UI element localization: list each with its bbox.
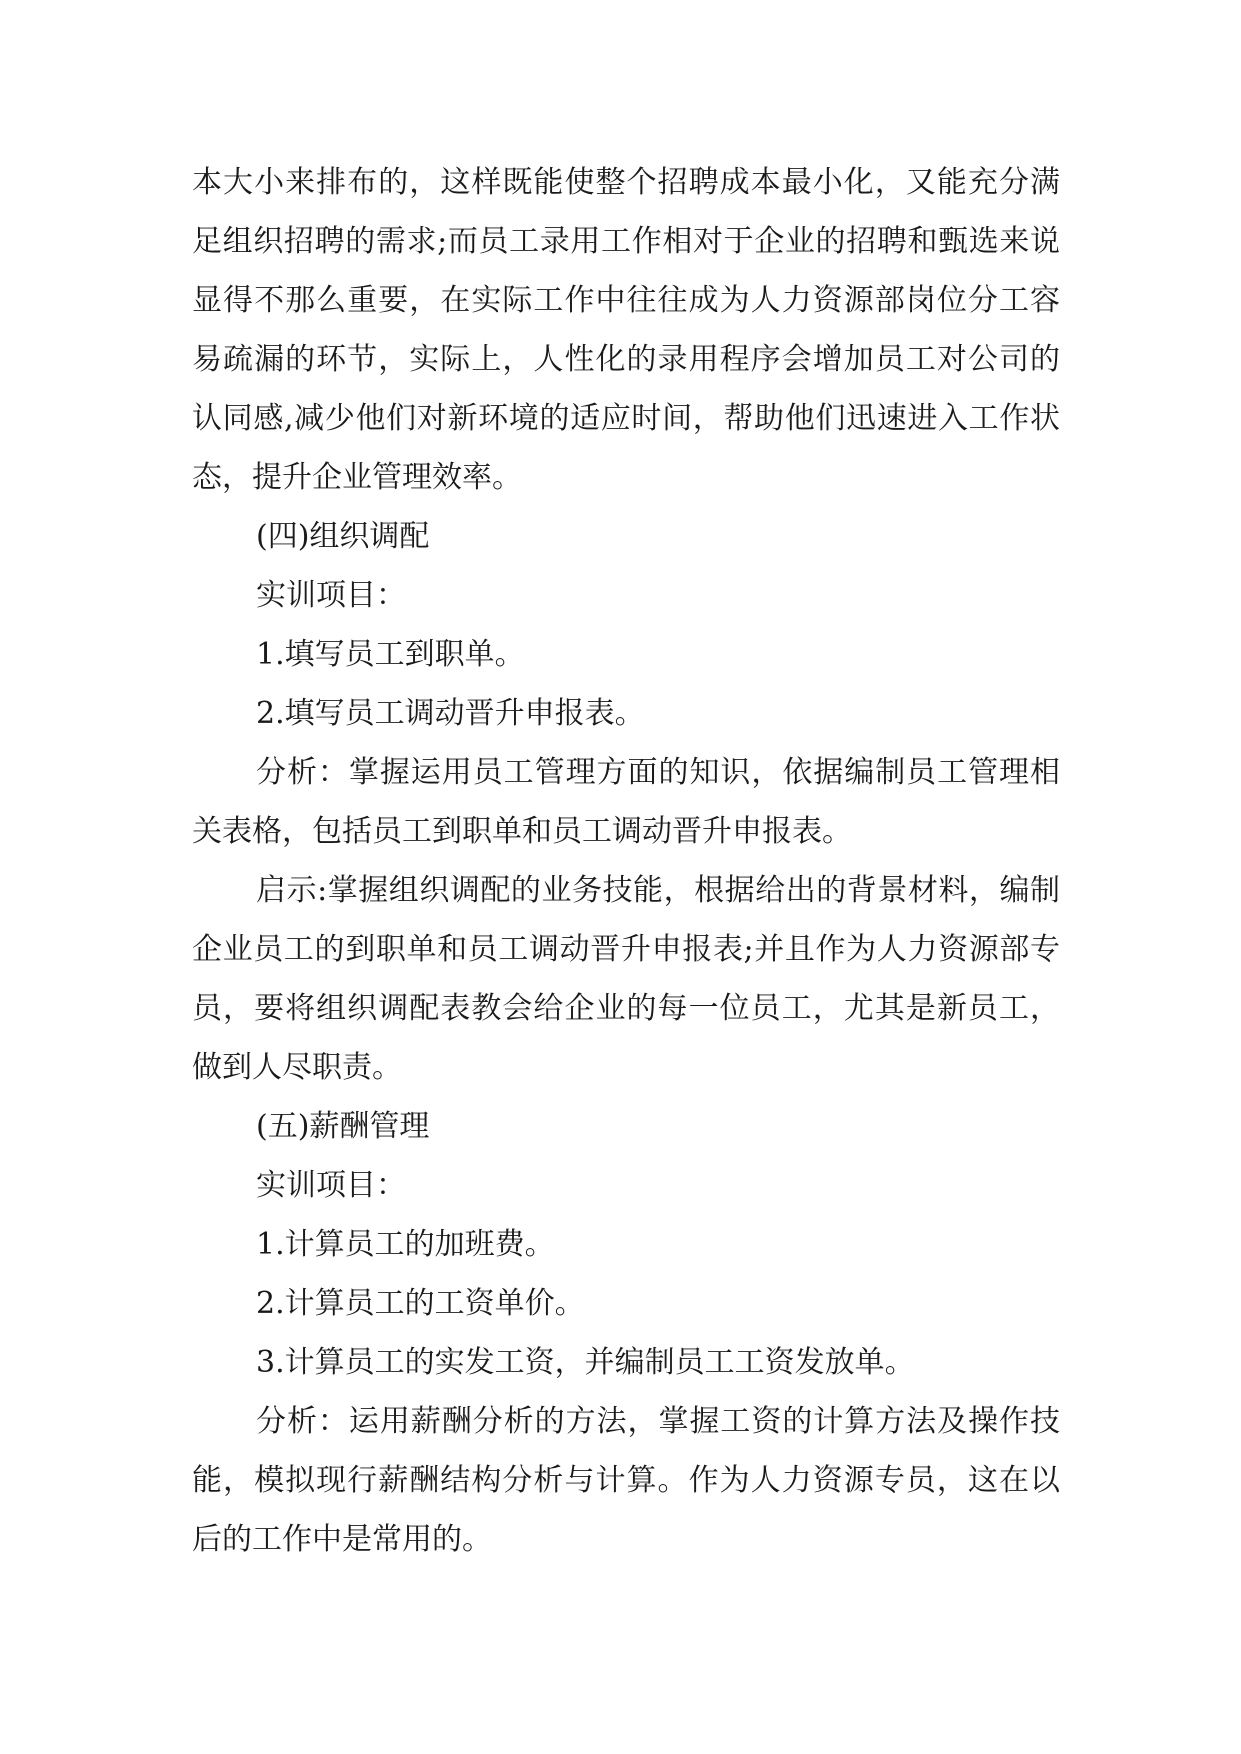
list-item: 3.计算员工的实发工资，并编制员工工资发放单。	[256, 1345, 915, 1380]
document-page	[192, 153, 1060, 1569]
analysis-paragraph: 分析：掌握运用员工管理方面的知识，依据编制员工管理相关表格，包括员工到职单和员工调动晋升申报表。	[192, 755, 1060, 849]
list-item: 2.计算员工的工资单价。	[256, 1286, 585, 1321]
list-item: 2.填写员工调动晋升申报表。	[256, 696, 645, 731]
section-heading: (五)薪酬管理	[256, 1109, 430, 1144]
training-items-label: 实训项目：	[256, 1168, 406, 1203]
body-paragraph: 本大小来排布的，这样既能使整个招聘成本最小化，又能充分满足组织招聘的需求;而员工录用工作相对于企业的招聘和甄选来说显得不那么重要，在实际工作中往往成为人力资源部岗位分工容易疏漏的环节，实际上，人性化的录用程序会增加员工对公司的认同感,减少他们对新环境的适应时间，帮助他们迅速进入工作状态，提升企业管理效率。	[192, 165, 1060, 495]
list-item: 1.填写员工到职单。	[256, 637, 525, 672]
section-heading: (四)组织调配	[256, 519, 430, 554]
analysis-paragraph: 分析：运用薪酬分析的方法，掌握工资的计算方法及操作技能，模拟现行薪酬结构分析与计算。作为人力资源专员，这在以后的工作中是常用的。	[192, 1404, 1060, 1557]
training-items-label: 实训项目：	[256, 578, 406, 613]
insight-paragraph: 启示:掌握组织调配的业务技能，根据给出的背景材料，编制企业员工的到职单和员工调动晋升申报表;并且作为人力资源部专员，要将组织调配表教会给企业的每一位员工，尤其是新员工，做到人尽职责。	[192, 873, 1060, 1085]
list-item: 1.计算员工的加班费。	[256, 1227, 555, 1262]
